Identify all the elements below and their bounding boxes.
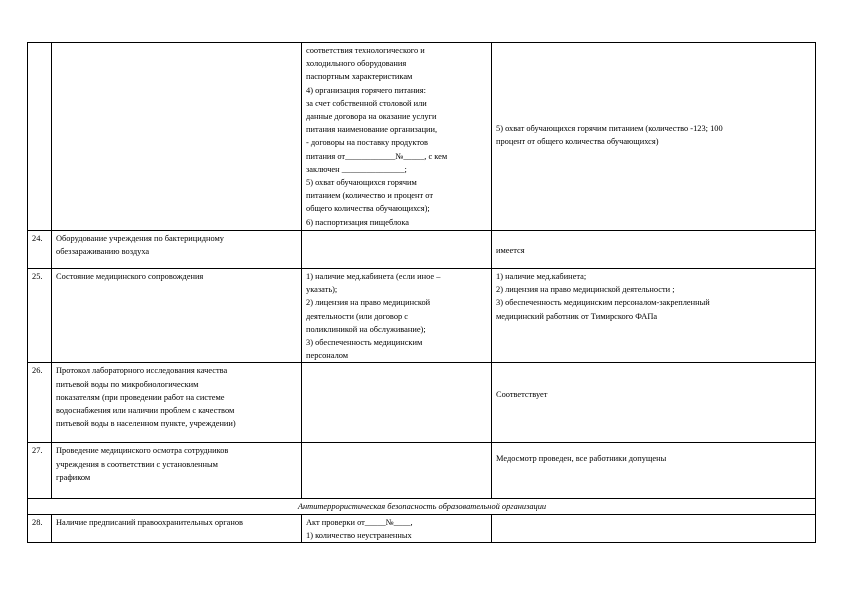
criterion-name bbox=[52, 43, 302, 231]
requirements-cell-line: 5) охват обучающихся горячим bbox=[306, 178, 417, 188]
criterion-name-line: учреждения в соответствии с установленным bbox=[56, 459, 218, 469]
requirements-cell-line: данные договора на оказание услуги bbox=[306, 112, 437, 122]
result-cell bbox=[492, 269, 816, 363]
requirements-cell-line: 1) наличие мед.кабинета (если иное – bbox=[306, 272, 441, 281]
table-row bbox=[28, 231, 816, 269]
row-number: 27. bbox=[28, 443, 52, 499]
criterion-name-line: показателям (при проведении работ на системе bbox=[56, 392, 225, 402]
requirements-cell-line: соответствия технологического и bbox=[306, 46, 425, 55]
requirements-cell-line: 4) организация горячего питания: bbox=[306, 85, 426, 95]
criterion-name-line: графиком bbox=[56, 472, 91, 482]
result-cell bbox=[492, 514, 816, 542]
criterion-name bbox=[52, 363, 302, 443]
row-number bbox=[28, 43, 52, 231]
row-number: 25. bbox=[28, 269, 52, 363]
requirements-cell-line: 3) обеспеченность медицинским bbox=[306, 338, 423, 348]
requirements-cell-line: паспортным характеристикам bbox=[306, 72, 413, 82]
criterion-name bbox=[52, 231, 302, 269]
table-row bbox=[28, 363, 816, 443]
result-cell-line: 5) охват обучающихся горячим питанием (количество -123; 100 bbox=[496, 124, 723, 133]
section-title: Антитеррористическая безопасность образовательной организации bbox=[28, 499, 816, 514]
criterion-name-line: Состояние медицинского сопровождения bbox=[56, 272, 204, 281]
requirements-cell-line: холодильного оборудования bbox=[306, 59, 407, 69]
table-row bbox=[28, 269, 816, 363]
requirements-cell bbox=[302, 514, 492, 542]
criterion-name-line: Наличие предписаний правоохранительных органов bbox=[56, 517, 244, 527]
result-cell-line: 2) лицензия на право медицинской деятельности ; bbox=[496, 285, 675, 295]
table-row bbox=[28, 443, 816, 499]
requirements-cell bbox=[302, 443, 492, 499]
requirements-cell-line: деятельности (или договор с bbox=[306, 311, 409, 321]
checklist-table bbox=[27, 42, 816, 543]
requirements-cell-line: указать); bbox=[306, 285, 338, 295]
requirements-cell bbox=[302, 43, 492, 231]
requirements-cell-line: питания наименование организации, bbox=[306, 125, 438, 135]
requirements-cell-line: Акт проверки от_____№____, bbox=[306, 517, 413, 527]
requirements-cell-line: за счет собственной столовой или bbox=[306, 98, 427, 108]
result-cell-line: 1) наличие мед.кабинета; bbox=[496, 272, 587, 281]
criterion-name-line: Проведение медицинского осмотра сотрудников bbox=[56, 446, 229, 456]
result-cell-line: имеется bbox=[496, 246, 525, 255]
requirements-cell bbox=[302, 231, 492, 269]
section-header-row bbox=[28, 499, 816, 514]
criterion-name-line: обеззараживанию воздуха bbox=[56, 247, 150, 257]
result-cell bbox=[492, 363, 816, 443]
result-cell bbox=[492, 43, 816, 231]
requirements-cell-line: 6) паспортизация пищеблока bbox=[306, 217, 410, 227]
criterion-name bbox=[52, 514, 302, 542]
row-number: 24. bbox=[28, 231, 52, 269]
requirements-cell-line: питанием (количество и процент от bbox=[306, 191, 433, 201]
result-cell-line: Медосмотр проведен, все работники допущены bbox=[496, 454, 667, 464]
row-number: 28. bbox=[28, 514, 52, 542]
criterion-name-line: водоснабжения или наличии проблем с качеством bbox=[56, 406, 235, 416]
requirements-cell-line: - договоры на поставку продуктов bbox=[306, 138, 429, 148]
result-cell-line: Соответствует bbox=[496, 390, 548, 400]
requirements-cell bbox=[302, 269, 492, 363]
criterion-name bbox=[52, 443, 302, 499]
requirements-cell-line: поликлиникой на обслуживание); bbox=[306, 324, 426, 334]
table-row bbox=[28, 514, 816, 542]
requirements-cell-line: 1) количество неустраненных bbox=[306, 530, 412, 540]
requirements-cell-line: 2) лицензия на право медицинской bbox=[306, 298, 431, 308]
requirements-cell-line: питания от____________№_____, с кем bbox=[306, 151, 448, 161]
row-number: 26. bbox=[28, 363, 52, 443]
result-cell bbox=[492, 231, 816, 269]
table-row bbox=[28, 43, 816, 231]
criterion-name-line: питьевой воды по микробиологическим bbox=[56, 379, 199, 389]
requirements-cell-line: заключен _______________; bbox=[306, 164, 407, 174]
requirements-cell-line: персоналом bbox=[306, 351, 349, 361]
result-cell-line: 3) обеспеченность медицинским персоналом-закрепленный bbox=[496, 298, 710, 308]
result-cell bbox=[492, 443, 816, 499]
criterion-name-line: Оборудование учреждения по бактерицидному bbox=[56, 234, 224, 243]
criterion-name bbox=[52, 269, 302, 363]
requirements-cell-line: общего количества обучающихся); bbox=[306, 204, 430, 214]
checklist-body bbox=[28, 43, 816, 543]
requirements-cell bbox=[302, 363, 492, 443]
criterion-name-line: питьевой воды в населенном пункте, учреждении) bbox=[56, 419, 236, 429]
result-cell-line: медицинский работник от Тимирского ФАПа bbox=[496, 311, 658, 321]
result-cell-line: процент от общего количества обучающихся) bbox=[496, 137, 659, 147]
criterion-name-line: Протокол лабораторного исследования качества bbox=[56, 366, 228, 376]
